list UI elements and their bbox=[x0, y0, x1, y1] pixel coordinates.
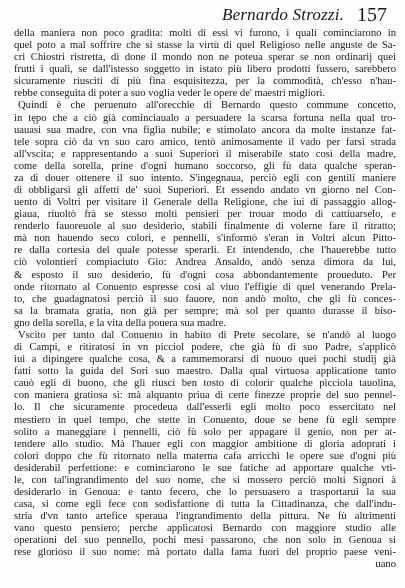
text-line: di Campi, e ritiratosi in vn picciol podere, che già fù di suo Padre, s'applicò bbox=[14, 342, 396, 354]
text-line: con maniera gratiosa sì: mà alquanto priua di certe finezze proprie del suo pennel- bbox=[14, 390, 396, 402]
text-line: desiderabil perfettione: e cominciarono le sue fatiche ad apportare qualche vti- bbox=[14, 462, 396, 474]
text-line: casa, si come egli fece con sodisfattione di tutta la Cittadinanza, che dall'indu- bbox=[14, 499, 396, 511]
text-line: onde ritornato al Conuento espresse così al viuo l'effigie di quel venerando Prela- bbox=[14, 281, 396, 293]
text-line: mestiero in quel tempo, che stette in Conuento, doue se bene fù egli sempre bbox=[14, 414, 396, 426]
text-line: cauò egli di buono, che gli riuscì ben tosto di colorir qualche picciola tauolina, bbox=[14, 378, 396, 390]
page-number: 157 bbox=[357, 4, 387, 26]
text-line: sicuramente riusciti di più fina esquisitezza, per la commodità, ch'esso n'hau- bbox=[14, 76, 396, 88]
text-line: frutti i quali, se dall'istesso soggetto in istato più libero prodotti fussero, sarebbero bbox=[14, 64, 396, 76]
body-text bbox=[14, 28, 396, 572]
paragraph bbox=[14, 28, 396, 100]
text-line: stria d'vn tanto artefice speraua l'ingrandimento della pittura. Ne fù altrimenti bbox=[14, 511, 396, 523]
text-line: come della sorella, prine d'ogni humano soccorso, gli fù data qualche speran- bbox=[14, 160, 396, 172]
paragraph bbox=[14, 100, 396, 329]
text-line: mà non hauendo seco colori, e pennelli, s'informò s'eran in Voltri alcun Pitto- bbox=[14, 233, 396, 245]
text-line: solito a maneggiare i pennelli, ciò fù solo per appagare il genio, non per at- bbox=[14, 426, 396, 438]
text-line: uento di Voltri per visitare il Generale della Religione, che iui di passaggio allog- bbox=[14, 197, 396, 209]
text-line: to, che guadagnatosi perciò il suo fauore, non andò molto, che gli fù conces- bbox=[14, 293, 396, 305]
text-line: tele sopra ciò da vn suo caro amico, tentò animosamente il vado per farsi strada bbox=[14, 136, 396, 148]
text-line: giaua, riuoltò frà se stesso molti pensieri per trouar modo di cattiuarselo, e bbox=[14, 209, 396, 221]
text-line: & esposto il suo desiderio, fù d'ogni cosa abbondantemente proueduto. Per bbox=[14, 269, 396, 281]
text-line: all'vscita; e rappresentando a suoi Superiori il miserabile stato così della madre, bbox=[14, 148, 396, 160]
text-line: ciò volontieri compiaciuto Gio: Andrea Ansaldo, andò senza dimora da lui, bbox=[14, 257, 396, 269]
text-line: fatti sotto la guida del Sori suo maestro. Dalla qual virtuosa applicatione tanto bbox=[14, 366, 396, 378]
text-line: colori doppo che fù ritornato nella materna cafa arricchì le opere sue d'ogni più bbox=[14, 450, 396, 462]
text-line: vano questo pensiero; perche applicatosi Bernardo con maggiore studio alle bbox=[14, 523, 396, 535]
text-line: di obbligarsi gli affetti de' suoi Superiori. Et essendo andato vn giorno nel Con- bbox=[14, 185, 396, 197]
text-line: uauasi sua madre, con vna figlia nubile; e stimolato ancora da molte instanze fat- bbox=[14, 124, 396, 136]
text-line: in tępo che a ciò già cominciaualo a persuadere la scarsa fortuna nella qual tro- bbox=[14, 112, 396, 124]
text-line: gno della sorella, e la vita della pouera sua madre. bbox=[14, 317, 227, 329]
text-line: desiderarlo in Genoua: e tanto fecero, che lo persuasero a trasportarui la sua bbox=[14, 486, 396, 498]
text-line: Quindi è che peruenuto all'orecchie di Bernardo questo commune concetto, bbox=[18, 100, 396, 112]
text-line: operationi del suo pennello, pochi mesi passarono, che non solo in Genoua si bbox=[14, 535, 396, 547]
text-line: rebbe conseguita di poter a suo voglia veder le opere de' maestri migliori. bbox=[14, 88, 326, 100]
text-line: re dalla cortesia del quale potesse sperarli. Et intendendo, che l'hauerebbe tutto bbox=[14, 245, 396, 257]
running-title: Bernardo Strozzi. bbox=[222, 5, 345, 24]
text-line: lo. Il che sicuramente procedeua dall'esserli egli molto poco essercitato nel bbox=[14, 402, 396, 414]
text-line: tendere allo studio. Mà l'hauer egli con maggior ambitione di gloria adoprati i bbox=[14, 438, 396, 450]
text-line: le, con tal'ingrandimento del suo nome, che si mossero perciò molti Signori à bbox=[14, 474, 396, 486]
text-line: za di douer ottenere il suo intento. S'ingegnaua, perciò egli con gentili maniere bbox=[14, 172, 396, 184]
text-line: sa la bramata gratia, non già per sempre; mà sol per quanto durasse il biso- bbox=[14, 305, 396, 317]
paragraph bbox=[14, 330, 396, 572]
text-line: cri Chiostri ristretta, di done il mondo non ne poteua sperar se non ordinarij quei bbox=[14, 52, 396, 64]
text-line: renderlo fauoreuole al suo desiderio, stabili finalmente di volerne fare il ritratto; bbox=[14, 221, 396, 233]
text-line: iui a dipingere qualche cosa, & a rammemorarsi di nuouo quei pochi studij già bbox=[14, 354, 396, 366]
text-line: uano bbox=[375, 559, 396, 571]
text-line: quel poto a mal soffrire che si stasse la virtù di quel Religioso nelle anguste de Sa- bbox=[14, 40, 396, 52]
text-line: della maniera non poco gradita: molti di essi vi furono, i quali cominciarono in bbox=[14, 28, 396, 39]
text-line: rese glorioso il suo nome: mà portato dalla fama fuori del proprio paese venì- bbox=[14, 547, 396, 559]
text-line: Vscito per tanto dal Conuento in habito di Prete secolare, se n'andò al luogo bbox=[18, 329, 396, 341]
